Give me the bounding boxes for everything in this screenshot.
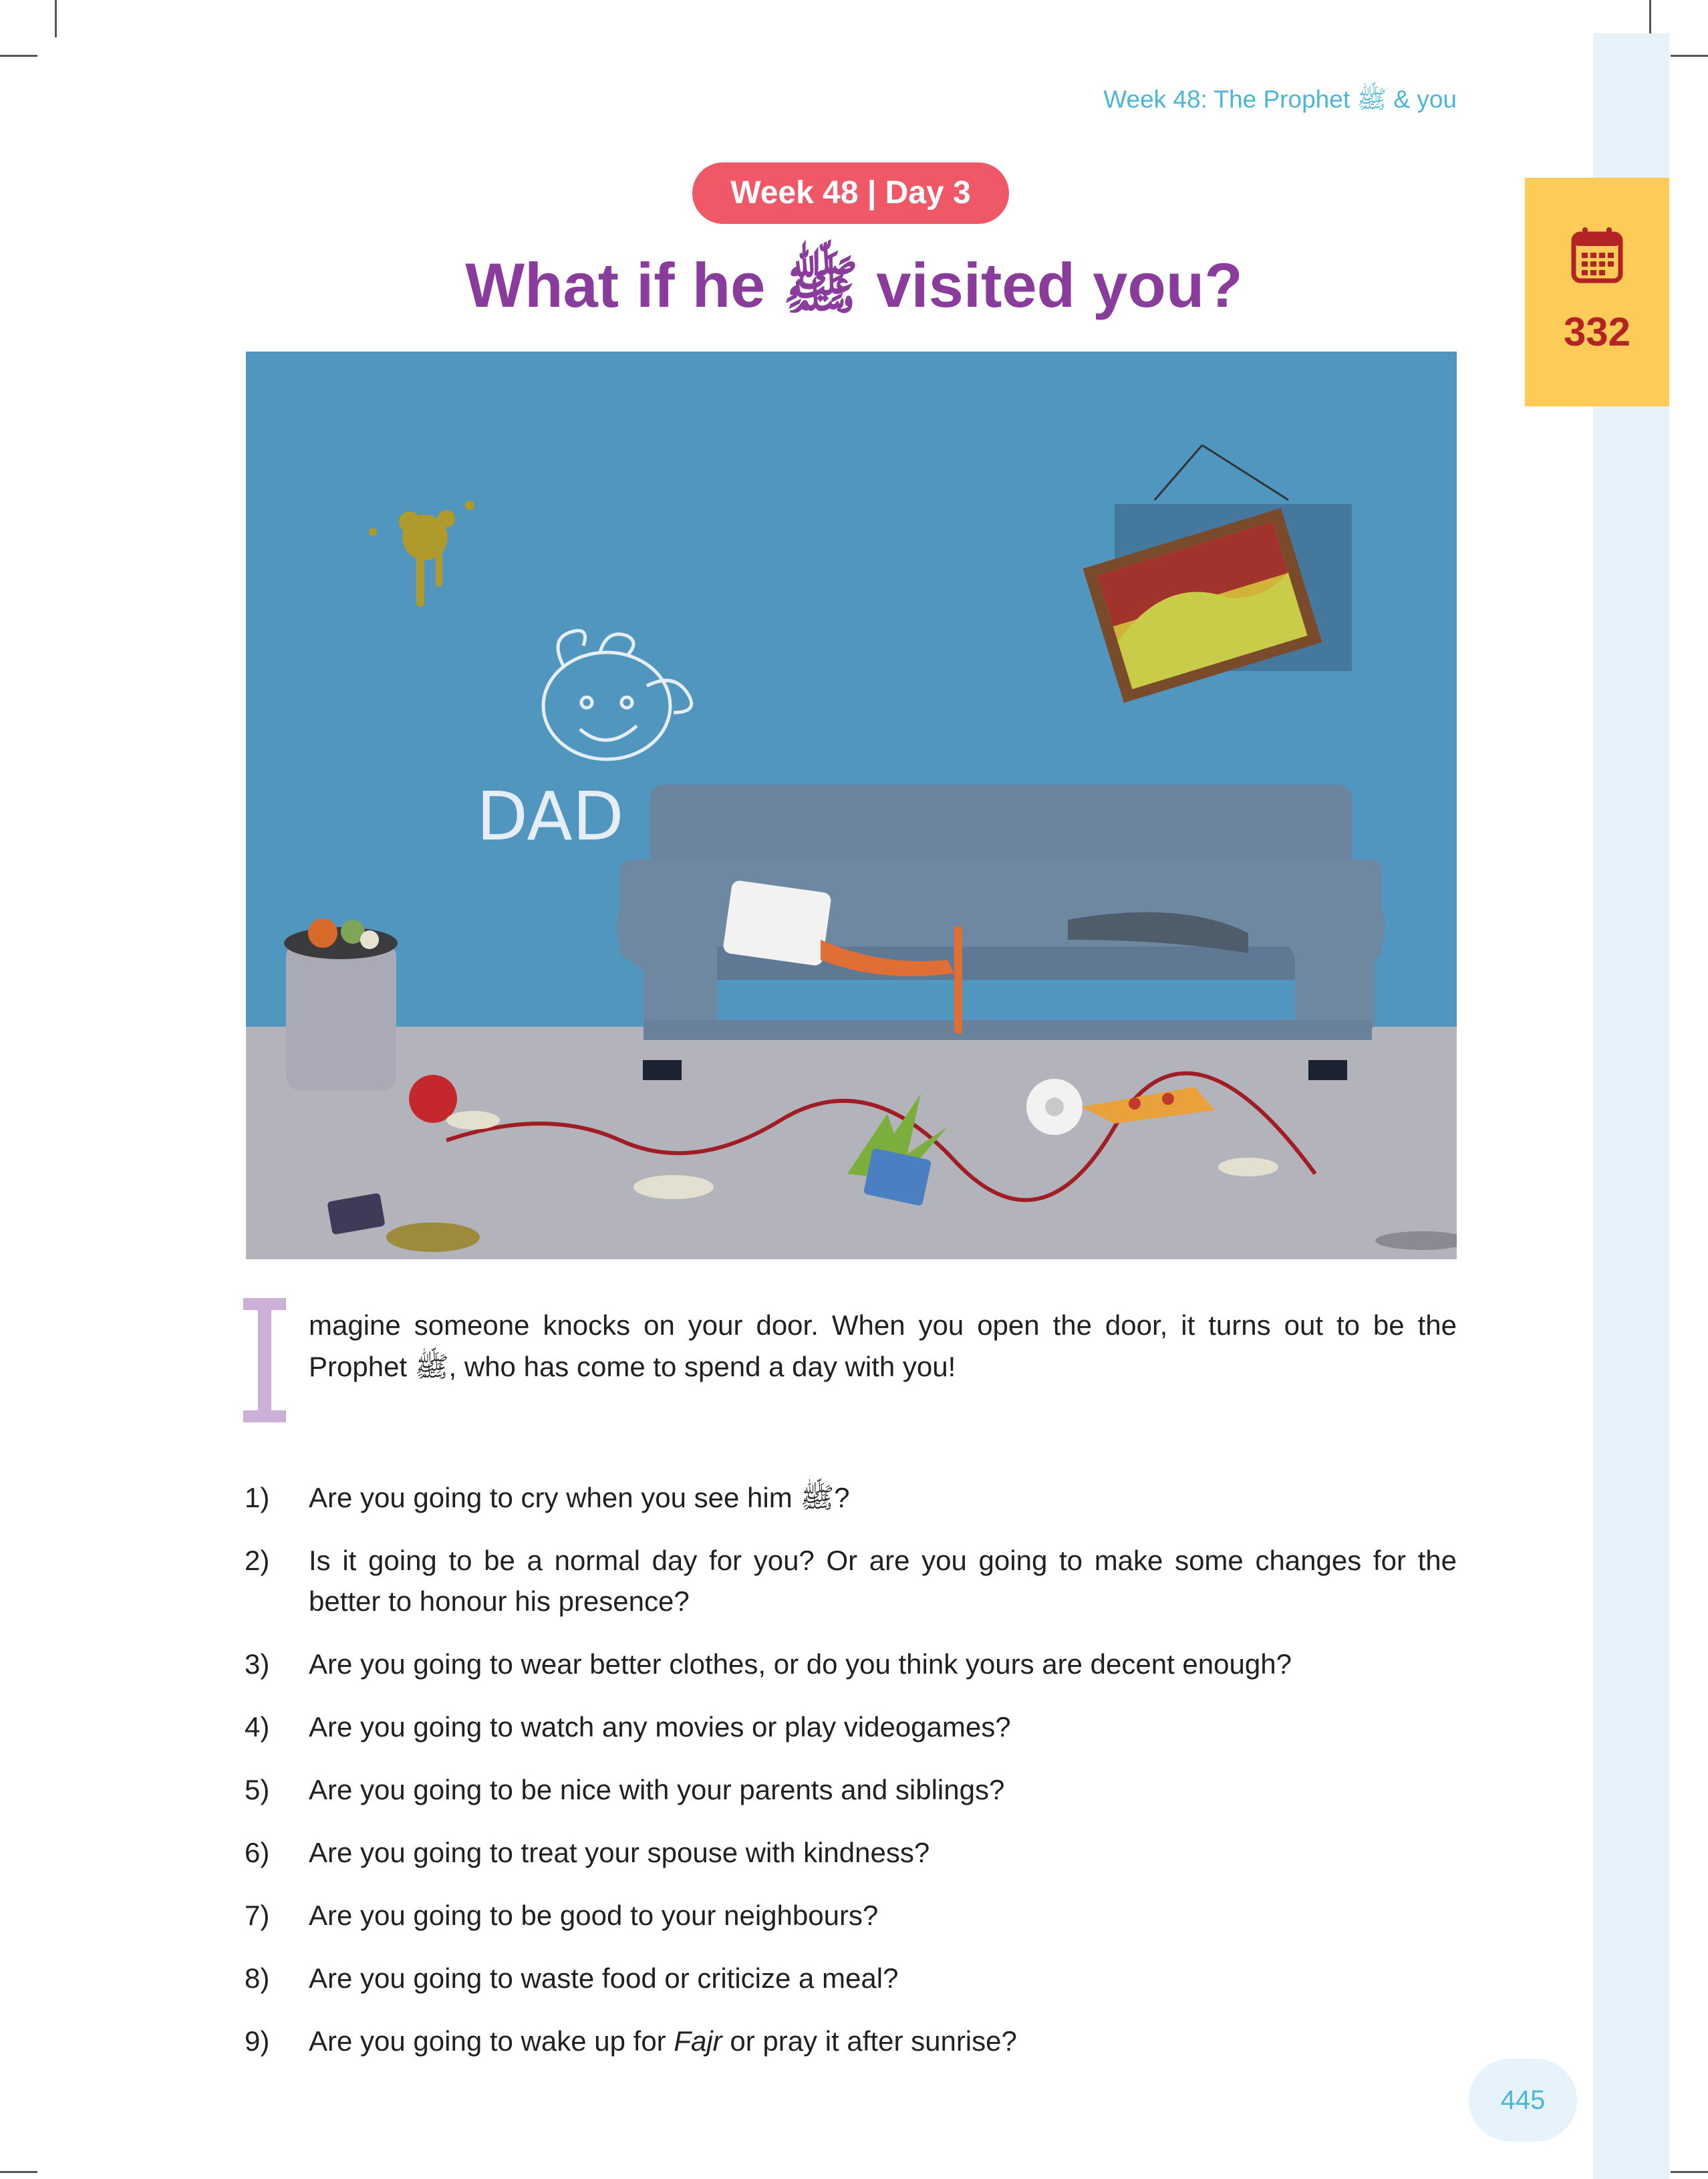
list-item [245, 1958, 1457, 1999]
question-text: Are you going to be good to your neighbours? [309, 1900, 879, 1931]
question-text [309, 2021, 1457, 2061]
crop-mark [1671, 55, 1708, 57]
question-text: Are you going to be nice with your parents and siblings? [309, 1774, 1005, 1805]
list-item [245, 1540, 1457, 1622]
list-number: 3) [245, 1648, 270, 1680]
page-title: What if he ﷺ visited you? [465, 250, 1243, 320]
list-item [245, 1477, 1457, 1518]
list-number: 8) [245, 1962, 270, 1994]
question-text: Are you going to cry when you see him ﷺ? [309, 1482, 850, 1513]
question-text: Are you going to waste food or criticize a meal? [309, 1962, 899, 1994]
crop-mark [55, 0, 57, 37]
question-text-end: or pray it after sunrise? [722, 2025, 1017, 2057]
list-number: 5) [245, 1774, 270, 1805]
list-number: 7) [245, 1900, 270, 1931]
running-head: Week 48: The Prophet ﷺ & you [1103, 86, 1457, 113]
day-number: 332 [1563, 309, 1631, 354]
emphasis-fajr: Fajr [674, 2025, 722, 2057]
crop-mark [0, 2171, 37, 2173]
question-text: Are you going to wear better clothes, or do you think yours are decent enough? [309, 1648, 1292, 1680]
chalk-wall-text: DAD [476, 777, 624, 856]
list-number: 4) [245, 1711, 270, 1743]
list-item [245, 1832, 1457, 1873]
list-number: 9) [245, 2025, 270, 2057]
crop-mark [1671, 2171, 1708, 2173]
crop-mark [0, 55, 37, 57]
list-number: 1) [245, 1482, 270, 1513]
list-item [245, 2021, 1457, 2061]
intro-paragraph: magine someone knocks on your door. When you open the door, it turns out to be the Prophet ﷺ, who has come to spend a day with you! [309, 1309, 1457, 1382]
question-text: Is it going to be a normal day for you? Or are you going to make some changes for the better to honour his presence? [309, 1545, 1457, 1617]
list-item [245, 1895, 1457, 1936]
drop-cap [243, 1298, 286, 1422]
list-item [245, 1644, 1457, 1684]
week-day-badge: Week 48 | Day 3 [692, 162, 1009, 224]
list-number: 2) [245, 1545, 270, 1576]
trash-can [284, 918, 398, 1090]
list-item [245, 1706, 1457, 1747]
question-text: Are you going to watch any movies or play videogames? [309, 1711, 1011, 1743]
question-text-start: Are you going to wake up for [309, 2025, 674, 2057]
page-number: 445 [1469, 2059, 1577, 2142]
question-text: Are you going to treat your spouse with kindness? [309, 1837, 930, 1868]
list-number: 6) [245, 1837, 270, 1868]
question-list [245, 1477, 1457, 2083]
messy-room-illustration [246, 352, 1457, 1259]
list-item [245, 1769, 1457, 1810]
crop-mark [1649, 0, 1651, 37]
